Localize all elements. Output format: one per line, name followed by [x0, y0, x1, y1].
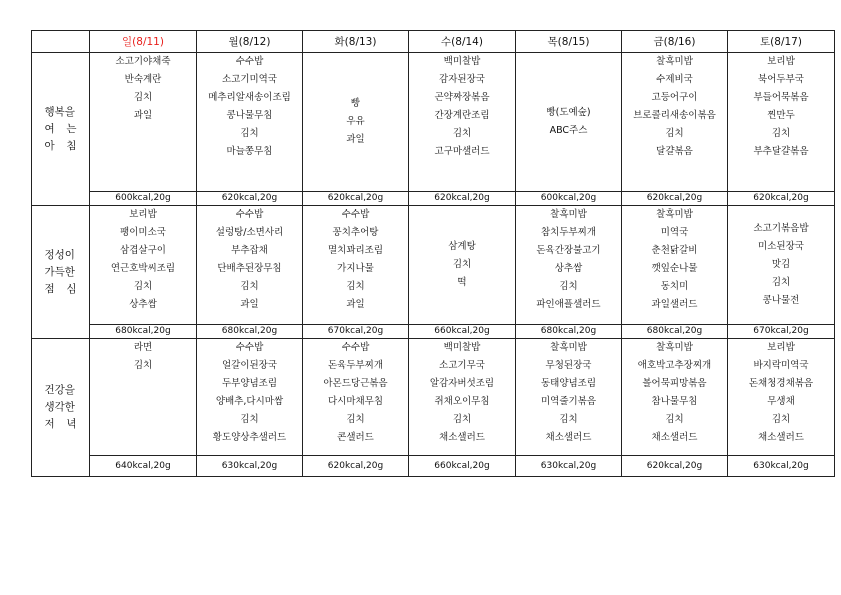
menu-item: 양배추,다시마쌈: [215, 396, 284, 407]
menu-item: 알감자버섯조림: [429, 378, 495, 389]
menu-item: 참나물무침: [651, 396, 698, 407]
kcal-row-lunch: [32, 325, 835, 339]
menu-item: 반숙계란: [124, 74, 162, 85]
menu-item: 찰흑미밥: [550, 209, 587, 220]
menu-cell-lunch-sat: [728, 206, 835, 325]
kcal-cell-dinner-mon: 630kcal,20g: [197, 456, 303, 477]
menu-item: 동치미: [660, 281, 689, 292]
menu-item: 채소샐러드: [545, 432, 592, 443]
menu-item: 미역줄기볶음: [540, 396, 597, 407]
kcal-cell-dinner-sun: 640kcal,20g: [90, 456, 197, 477]
menu-item: 마늘쫑무침: [226, 146, 273, 157]
kcal-cell-dinner-fri: 620kcal,20g: [622, 456, 728, 477]
menu-item: 무생채: [767, 396, 795, 407]
menu-cell-dinner-tue: [303, 339, 409, 456]
menu-item: 고구마샐러드: [434, 146, 490, 157]
menu-cell-breakfast-thu: [516, 53, 622, 192]
menu-item: 미소된장국: [758, 241, 804, 252]
menu-item: 백미찰밥: [443, 342, 481, 353]
meal-label-line: 점 심: [44, 282, 77, 295]
menu-item: 김치: [452, 414, 472, 425]
menu-item: 찰흑미밥: [656, 342, 693, 353]
day-header-thu: 목(8/15): [516, 31, 622, 53]
menu-item: 라면: [133, 342, 153, 353]
menu-item: 콩나물무침: [226, 110, 273, 121]
menu-item: 맛김: [771, 259, 791, 270]
menu-cell-dinner-fri: [622, 339, 728, 456]
menu-item: 고등어구이: [651, 92, 698, 103]
kcal-cell-breakfast-mon: 620kcal,20g: [197, 192, 303, 206]
menu-item: 찐만두: [767, 110, 795, 121]
menu-item: 쥐채오이무침: [434, 396, 490, 407]
menu-item: 콩나물전: [762, 295, 800, 306]
menu-item: 찰흑미밥: [550, 342, 587, 353]
day-header-sun: 일(8/11): [90, 31, 197, 53]
menu-item: 김치: [346, 414, 365, 425]
menu-item: 김치: [240, 281, 259, 292]
kcal-cell-breakfast-fri: 620kcal,20g: [622, 192, 728, 206]
menu-item: 단배추된장무침: [217, 263, 282, 274]
menu-item: 채소샐러드: [651, 432, 698, 443]
menu-item: 김치: [346, 281, 365, 292]
menu-cell-dinner-sat: [728, 339, 835, 456]
menu-item: 콘샐러드: [337, 432, 374, 443]
menu-item: 얼갈이된장국: [221, 360, 278, 371]
menu-item: 설렁탕/소면사리: [215, 227, 284, 238]
menu-item: 떡: [457, 277, 467, 288]
menu-cell-lunch-fri: [622, 206, 728, 325]
menu-item: 연근호박씨조림: [110, 263, 176, 274]
menu-item: 돈육간장불고기: [536, 245, 601, 256]
menu-item: 김치: [665, 128, 684, 139]
menu-item: 동태양념조림: [540, 378, 597, 389]
menu-item: 감자된장국: [439, 74, 485, 85]
menu-cell-lunch-wed: [409, 206, 516, 325]
menu-item: 김치: [771, 414, 791, 425]
menu-item: 김치: [452, 128, 472, 139]
meal-label-breakfast: [32, 53, 90, 206]
menu-item: 김치: [133, 360, 153, 371]
menu-item: 다시마채무침: [327, 396, 384, 407]
kcal-cell-dinner-thu: 630kcal,20g: [516, 456, 622, 477]
meal-label-line: 행복을: [44, 105, 75, 118]
kcal-cell-lunch-wed: 660kcal,20g: [409, 325, 516, 339]
menu-item: 보리밥: [767, 342, 795, 353]
menu-item: 삼겹살구이: [120, 245, 166, 256]
meal-label-line: 아 침: [44, 139, 77, 152]
kcal-cell-lunch-sun: 680kcal,20g: [90, 325, 197, 339]
menu-item: 과일: [346, 134, 365, 145]
meal-label-dinner: [32, 339, 90, 477]
menu-cell-lunch-sun: [90, 206, 197, 325]
menu-cell-breakfast-mon: [197, 53, 303, 192]
menu-item: 부추달걀볶음: [753, 146, 809, 157]
menu-item: 팽이미소국: [120, 227, 166, 238]
menu-item: 무청된장국: [545, 360, 592, 371]
menu-item: 소고기야채죽: [115, 56, 171, 67]
menu-item: 수수밥: [235, 342, 264, 353]
menu-item: 김치: [133, 281, 153, 292]
menu-item: 춘천닭갈비: [651, 245, 698, 256]
meal-label-line: 저 녁: [44, 418, 77, 430]
menu-item: 가지나물: [337, 263, 374, 274]
menu-item: 미역국: [660, 227, 689, 238]
menu-item: 상추쌈: [554, 263, 583, 274]
menu-item: 김치: [240, 414, 259, 425]
menu-item: 두부양념조림: [221, 378, 278, 389]
meal-row-lunch: [32, 206, 835, 325]
menu-item: 파인애플샐러드: [536, 299, 601, 310]
menu-item: 꽁치추어탕: [332, 227, 379, 238]
menu-item: 우유: [346, 116, 365, 127]
menu-cell-dinner-mon: [197, 339, 303, 456]
kcal-cell-lunch-mon: 680kcal,20g: [197, 325, 303, 339]
menu-item: 바지락미역국: [753, 360, 809, 371]
kcal-cell-dinner-tue: 620kcal,20g: [303, 456, 409, 477]
weekly-menu-table: [31, 30, 835, 477]
menu-item: 채소샐러드: [758, 432, 804, 443]
kcal-cell-breakfast-thu: 600kcal,20g: [516, 192, 622, 206]
kcal-cell-dinner-sat: 630kcal,20g: [728, 456, 835, 477]
menu-item: 부추잡채: [231, 245, 268, 256]
menu-item: 과일: [346, 299, 365, 310]
menu-item: 수수밥: [341, 209, 370, 220]
menu-cell-breakfast-fri: [622, 53, 728, 192]
menu-item: 수수밥: [235, 56, 264, 67]
kcal-cell-lunch-fri: 680kcal,20g: [622, 325, 728, 339]
meal-label-lunch: [32, 206, 90, 339]
menu-item: 채소샐러드: [439, 432, 485, 443]
kcal-cell-breakfast-sat: 620kcal,20g: [728, 192, 835, 206]
menu-item: 찰흑미밥: [656, 209, 693, 220]
menu-item: 수제비국: [656, 74, 693, 85]
menu-item: 수수밥: [235, 209, 264, 220]
menu-cell-lunch-thu: [516, 206, 622, 325]
menu-item: 삼계탕: [448, 241, 476, 252]
day-header-wed: 수(8/14): [409, 31, 516, 53]
corner-cell: [32, 31, 90, 53]
menu-item: 돈육두부찌개: [327, 360, 384, 371]
menu-item: 소고기볶음밥: [753, 223, 809, 234]
menu-cell-dinner-wed: [409, 339, 516, 456]
menu-item: 북어두부국: [758, 74, 804, 85]
menu-item: 간장계란조림: [434, 110, 490, 121]
menu-item: 아몬드당근볶음: [323, 378, 388, 389]
menu-item: 빵(도예숲): [546, 107, 591, 118]
menu-item: 소고기무국: [439, 360, 485, 371]
menu-item: 보리밥: [767, 56, 795, 67]
menu-item: 빵: [350, 98, 361, 109]
menu-item: 돈채청경채볶음: [748, 378, 814, 389]
menu-item: ABC주스: [549, 125, 588, 136]
kcal-cell-dinner-wed: 660kcal,20g: [409, 456, 516, 477]
meal-label-line: 정성이: [44, 248, 75, 261]
kcal-cell-lunch-sat: 670kcal,20g: [728, 325, 835, 339]
kcal-row-breakfast: [32, 192, 835, 206]
menu-item: 달걀볶음: [656, 146, 693, 157]
meal-row-breakfast: [32, 53, 835, 192]
menu-item: 참치두부찌개: [540, 227, 597, 238]
kcal-cell-lunch-thu: 680kcal,20g: [516, 325, 622, 339]
meal-row-dinner: [32, 339, 835, 456]
kcal-cell-breakfast-wed: 620kcal,20g: [409, 192, 516, 206]
menu-item: 애호박고추장찌개: [637, 360, 712, 371]
day-header-row: [32, 31, 835, 53]
menu-item: 김치: [559, 414, 578, 425]
menu-item: 과일: [133, 110, 153, 121]
day-header-tue: 화(8/13): [303, 31, 409, 53]
menu-item: 김치: [771, 277, 791, 288]
meal-label-line: 건강을: [44, 384, 75, 396]
meal-label-line: 여 는: [44, 122, 77, 135]
menu-item: 곤약짜장볶음: [434, 92, 490, 103]
menu-item: 김치: [665, 414, 684, 425]
menu-item: 메추리알새송이조림: [208, 92, 291, 103]
menu-item: 부들어묵볶음: [753, 92, 809, 103]
menu-cell-dinner-thu: [516, 339, 622, 456]
meal-label-line: 가득한: [44, 265, 75, 278]
kcal-cell-breakfast-sun: 600kcal,20g: [90, 192, 197, 206]
menu-item: 김치: [771, 128, 791, 139]
day-header-mon: 월(8/12): [197, 31, 303, 53]
menu-cell-breakfast-wed: [409, 53, 516, 192]
menu-item: 김치: [559, 281, 578, 292]
menu-item: 찰흑미밥: [656, 56, 693, 67]
menu-item: 김치: [133, 92, 153, 103]
menu-item: 멸치꽈리조림: [327, 245, 384, 256]
menu-item: 백미찰밥: [443, 56, 481, 67]
menu-cell-lunch-tue: [303, 206, 409, 325]
menu-item: 과일샐러드: [651, 299, 698, 310]
menu-cell-dinner-sun: [90, 339, 197, 456]
menu-cell-lunch-mon: [197, 206, 303, 325]
meal-label-line: 생각한: [44, 401, 75, 413]
menu-item: 보리밥: [129, 209, 157, 220]
menu-cell-breakfast-tue: [303, 53, 409, 192]
menu-item: 소고기미역국: [221, 74, 278, 85]
menu-cell-breakfast-sun: [90, 53, 197, 192]
kcal-cell-breakfast-tue: 620kcal,20g: [303, 192, 409, 206]
menu-cell-breakfast-sat: [728, 53, 835, 192]
menu-item: 상추쌈: [129, 299, 157, 310]
menu-item: 브로콜리새송이볶음: [633, 110, 716, 121]
menu-item: 볼어묵피망볶음: [642, 378, 707, 389]
menu-item: 김치: [452, 259, 472, 270]
menu-item: 과일: [240, 299, 259, 310]
menu-item: 황도양상추샐러드: [212, 432, 287, 443]
day-header-fri: 금(8/16): [622, 31, 728, 53]
menu-item: 깻잎순나물: [651, 263, 698, 274]
kcal-cell-lunch-tue: 670kcal,20g: [303, 325, 409, 339]
menu-item: 수수밥: [341, 342, 370, 353]
menu-item: 김치: [240, 128, 259, 139]
day-header-sat: 토(8/17): [728, 31, 835, 53]
kcal-row-dinner: [32, 456, 835, 477]
